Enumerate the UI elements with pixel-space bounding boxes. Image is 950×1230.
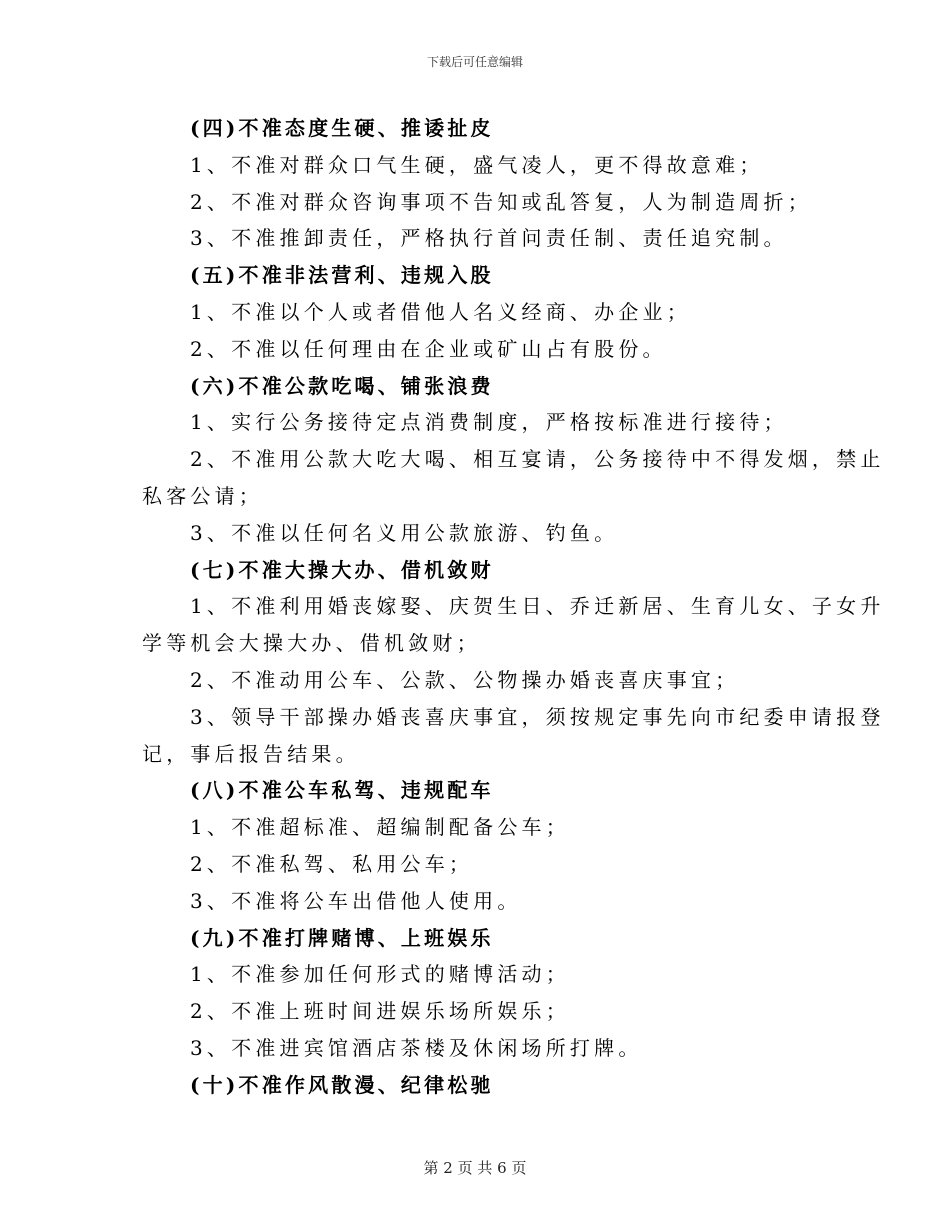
list-item: 3、不准进宾馆酒店茶楼及休闲场所打牌。: [190, 1035, 643, 1060]
list-item: 1、实行公务接待定点消费制度，严格按标准进行接待；: [190, 410, 788, 435]
section-heading: (十)不准作风散漫、纪律松驰: [190, 1072, 494, 1097]
list-item-continuation: 记，事后报告结果。: [142, 741, 360, 766]
section-heading: (四)不准态度生硬、推诿扯皮: [190, 116, 494, 140]
list-item: 3、不准将公车出借他人使用。: [190, 888, 522, 913]
list-item: 2、不准上班时间进娱乐场所娱乐；: [190, 999, 570, 1024]
list-item-continuation: 私客公请；: [142, 483, 263, 508]
page-header: 下载后可任意编辑: [426, 55, 523, 69]
list-item: 1、不准对群众口气生硬，盛气凌人，更不得故意难；: [190, 152, 764, 177]
list-item: 3、不准以任何名义用公款旅游、钓鱼。: [190, 520, 619, 545]
section-heading: (五)不准非法营利、违规入股: [190, 263, 494, 288]
document-body: [142, 110, 885, 1104]
list-item: 1、不准以个人或者借他人名义经商、办企业；: [190, 299, 691, 324]
list-item: 3、领导干部操办婚丧喜庆事宜，须按规定事先向市纪委申请报登: [190, 704, 885, 729]
list-item: 1、不准超标准、超编制配备公车；: [190, 815, 570, 840]
list-item: 3、不准推卸责任，严格执行首问责任制、责任追究制。: [190, 226, 788, 251]
list-item: 2、不准用公款大吃大喝、相互宴请，公务接待中不得发烟，禁止: [190, 447, 885, 472]
page-number: 第 2 页 共 6 页: [423, 1159, 527, 1177]
section-heading: (七)不准大操大办、借机敛财: [190, 557, 494, 582]
list-item: 2、不准私驾、私用公车；: [190, 851, 474, 876]
section-heading: (九)不准打牌赌博、上班娱乐: [190, 925, 494, 950]
section-heading: (八)不准公车私驾、违规配车: [190, 778, 494, 803]
list-item: 2、不准以任何理由在企业或矿山占有股份。: [190, 336, 667, 361]
list-item-continuation: 学等机会大操大办、借机敛财；: [142, 631, 481, 656]
list-item: 2、不准对群众咨询事项不告知或乱答复，人为制造周折；: [190, 189, 812, 214]
list-item: 2、不准动用公车、公款、公物操办婚丧喜庆事宜；: [190, 667, 740, 692]
list-item: 1、不准利用婚丧嫁娶、庆贺生日、乔迁新居、生育儿女、子女升: [190, 594, 885, 619]
list-item: 1、不准参加任何形式的赌博活动；: [190, 962, 570, 987]
section-heading: (六)不准公款吃喝、铺张浪费: [190, 373, 494, 398]
